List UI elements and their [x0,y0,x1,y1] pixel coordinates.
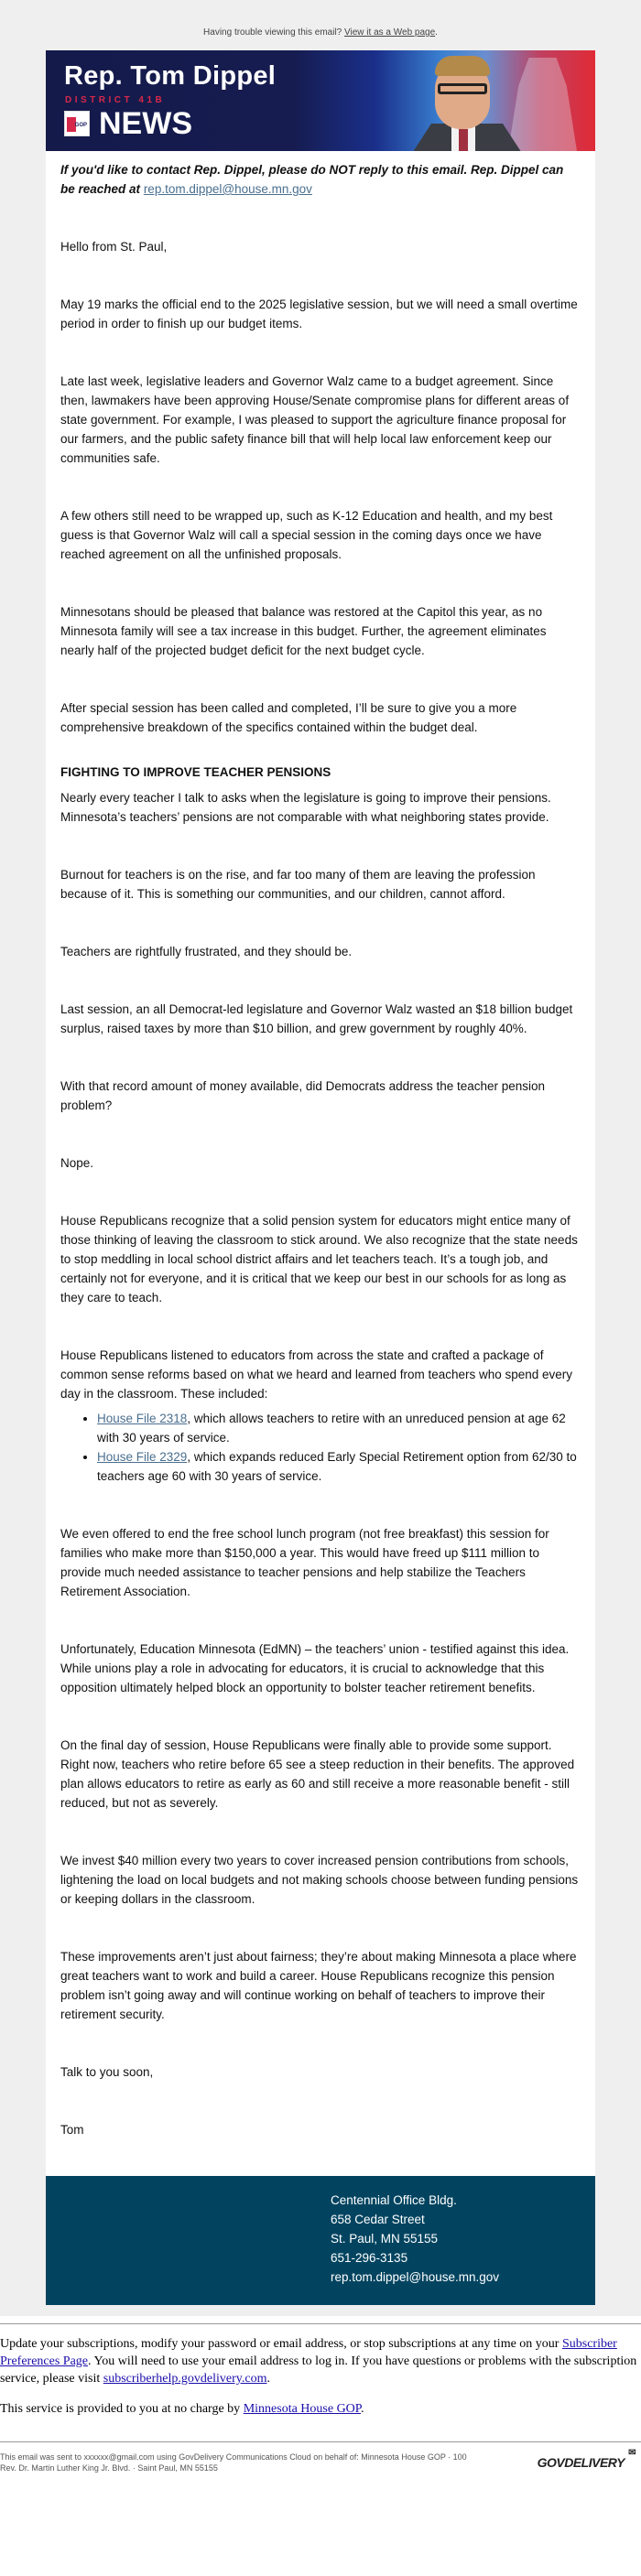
contact-email-link[interactable]: rep.tom.dippel@house.mn.gov [143,182,312,196]
house-file-2329-link[interactable]: House File 2329 [97,1450,188,1464]
subscription-footer [0,2324,641,2418]
paragraph: Teachers are rightfully frustrated, and they should be. [60,945,353,958]
subscription-text [0,2335,641,2387]
address-line: St. Paul, MN 55155 [331,2232,439,2246]
legal-text: This email was sent to xxxxxx@gmail.com using GovDelivery Communications Cloud on behalf of: Minnesota House GOP · 100 Rev. Dr. Martin Luther King Jr. Blvd. · Saint Paul, MN 55155 [0,2452,467,2473]
subscription-text-1: Update your subscriptions, modify your password or email address, or stop subscriptions at any time on your [0,2337,560,2351]
bill-description: , which allows teachers to retire with an unreduced pension at age 62 with 30 years of service. [97,1412,566,1445]
signature: Tom [60,2123,84,2137]
banner-title: Rep. Tom Dippel [64,61,277,91]
representative-portrait [407,50,527,151]
office-phone: 651-296-3135 [331,2251,408,2265]
web-view-notice [0,27,641,38]
paragraph: With that record amount of money available, did Democrats address the teacher pension problem? [60,1079,546,1112]
paragraph: On the final day of session, House Republicans were finally able to provide some support. Right now, teachers who retire before 65 see a steep reduction in their benefits. The approved plan allows educators to retire as early as 60 and still receive a more reasonable benefit - still reduced, but not as severely. [60,1738,575,1810]
banner-news-row [64,108,192,139]
header-banner [46,50,595,151]
address-line: Centennial Office Bldg. [331,2193,457,2207]
subscription-text-2: . You will need to use your email address to log in. If you have questions or problems with the subscription service, please visit [0,2354,637,2386]
web-view-link[interactable]: View it as a Web page [344,27,436,38]
office-email: rep.tom.dippel@house.mn.gov [331,2270,500,2284]
subscriber-help-link[interactable]: subscriberhelp.govdelivery.com [103,2372,267,2386]
bill-list [60,1409,581,1486]
bill-list-item [97,1447,581,1486]
subscriber-preferences-link[interactable]: Subscriber Preferences Page [0,2337,617,2368]
paragraph: Last session, an all Democrat-led legislature and Governor Walz wasted an $18 billion budget surplus, raised taxes by more than $10 billion, and grew government by roughly 40%. [60,1002,573,1035]
paragraph: Minnesotans should be pleased that balance was restored at the Capitol this year, as no Minnesota family will see a tax increase in this budget. Further, the agreement eliminates nearly half of the projected budget deficit for the next budget cycle. [60,605,547,657]
govdelivery-logo-text: GOVDELIVERY [537,2455,625,2470]
web-view-suffix: . [435,27,438,38]
bill-description: , which expands reduced Early Special Retirement option from 62/30 to teachers age 60 with 30 years of service. [97,1450,577,1483]
minnesota-house-gop-link[interactable]: Minnesota House GOP [243,2402,362,2416]
paragraph: Nearly every teacher I talk to asks when the legislature is going to improve their pensions. Minnesota’s teachers’ pensions are not comparable with what neighboring states provide. [60,791,551,824]
paragraph: House Republicans listened to educators from across the state and crafted a package of common sense reforms based on what we heard and learned from teachers who spend every day in the classroom. These included: [60,1348,573,1401]
banner-news: NEWS [99,106,192,141]
email-container [46,50,595,2305]
section-heading: FIGHTING TO IMPROVE TEACHER PENSIONS [60,765,331,779]
mn-gop-logo-icon [64,111,90,136]
house-file-2318-link[interactable]: House File 2318 [97,1412,188,1425]
paragraph: Nope. [60,1156,94,1170]
paragraph: We invest $40 million every two years to cover increased pension contributions from schools, lightening the load on local budgets and not making schools choose between funding pensions or keeping dollars in the classroom. [60,1854,579,1906]
legal-footer [0,2442,641,2483]
subscription-text-3: . [266,2372,270,2386]
office-address-block [46,2176,595,2305]
service-text-prefix: This service is provided to you at no charge by [0,2402,241,2416]
paragraph: Unfortunately, Education Minnesota (EdMN) – the teachers’ union - testified against this idea. While unions play a role in advocating for educators, it is crucial to acknowledge that this opposition ultimately helped block an opportunity to bolster teacher retirement benefits. [60,1642,570,1694]
paragraph: After special session has been called and completed, I’ll be sure to give you a more comprehensive breakdown of the specifics contained within the budget deal. [60,701,517,734]
contact-notice [60,160,581,199]
address-line: 658 Cedar Street [331,2213,425,2226]
email-body [46,151,595,2176]
bill-list-item [97,1409,581,1447]
service-text-suffix: . [361,2402,364,2416]
paragraph: May 19 marks the official end to the 2025 legislative session, but we will need a small overtime period in order to finish up our budget items. [60,298,578,330]
paragraph: A few others still need to be wrapped up, such as K-12 Education and health, and my best guess is that Governor Walz will call a special session in the coming days once we have reached agreement on all the unfinished proposals. [60,509,553,561]
service-text [0,2400,641,2418]
greeting: Hello from St. Paul, [60,240,168,254]
logo-text: GOP [74,123,87,128]
paragraph: Late last week, legislative leaders and Governor Walz came to a budget agreement. Since then, lawmakers have been approving House/Senate compromise plans for different areas of state government. For example, I was pleased to support the agriculture finance proposal for our farmers, and the public safety finance bill that will help local law enforcement keep our communities safe. [60,374,570,465]
paragraph: These improvements aren’t just about fairness; they’re about making Minnesota a place where great teachers want to work and build a career. House Republicans recognize this pension problem isn’t going away and will continue working on behalf of teachers to improve their retirement security. [60,1950,577,2021]
banner-district: DISTRICT 41B [65,95,166,105]
closing: Talk to you soon, [60,2065,154,2079]
paragraph: House Republicans recognize that a solid pension system for educators might entice many of those thinking of leaving the classroom to stick around. We also recognize that the state needs to stop meddling in local school district affairs and let teachers teach. It’s a tough job, and certainly not for everyone, and it is critical that we keep our best in our schools for as long as they care to teach. [60,1214,578,1304]
govdelivery-logo [537,2448,636,2470]
envelope-icon: ✉ [628,2448,636,2458]
paragraph: Burnout for teachers is on the rise, and far too many of them are leaving the profession because of it. This is something our communities, and our children, cannot afford. [60,868,536,901]
contact-notice-text: If you'd like to contact Rep. Dippel, please do NOT reply to this email. Rep. Dippel can be reached at [60,163,564,196]
web-view-text: Having trouble viewing this email? [203,27,342,38]
paragraph: We even offered to end the free school lunch program (not free breakfast) this session for families who make more than $150,000 a year. This would have freed up $111 million to provide much needed assistance to teacher pensions and help stabilize the Teachers Retirement Association. [60,1527,549,1598]
